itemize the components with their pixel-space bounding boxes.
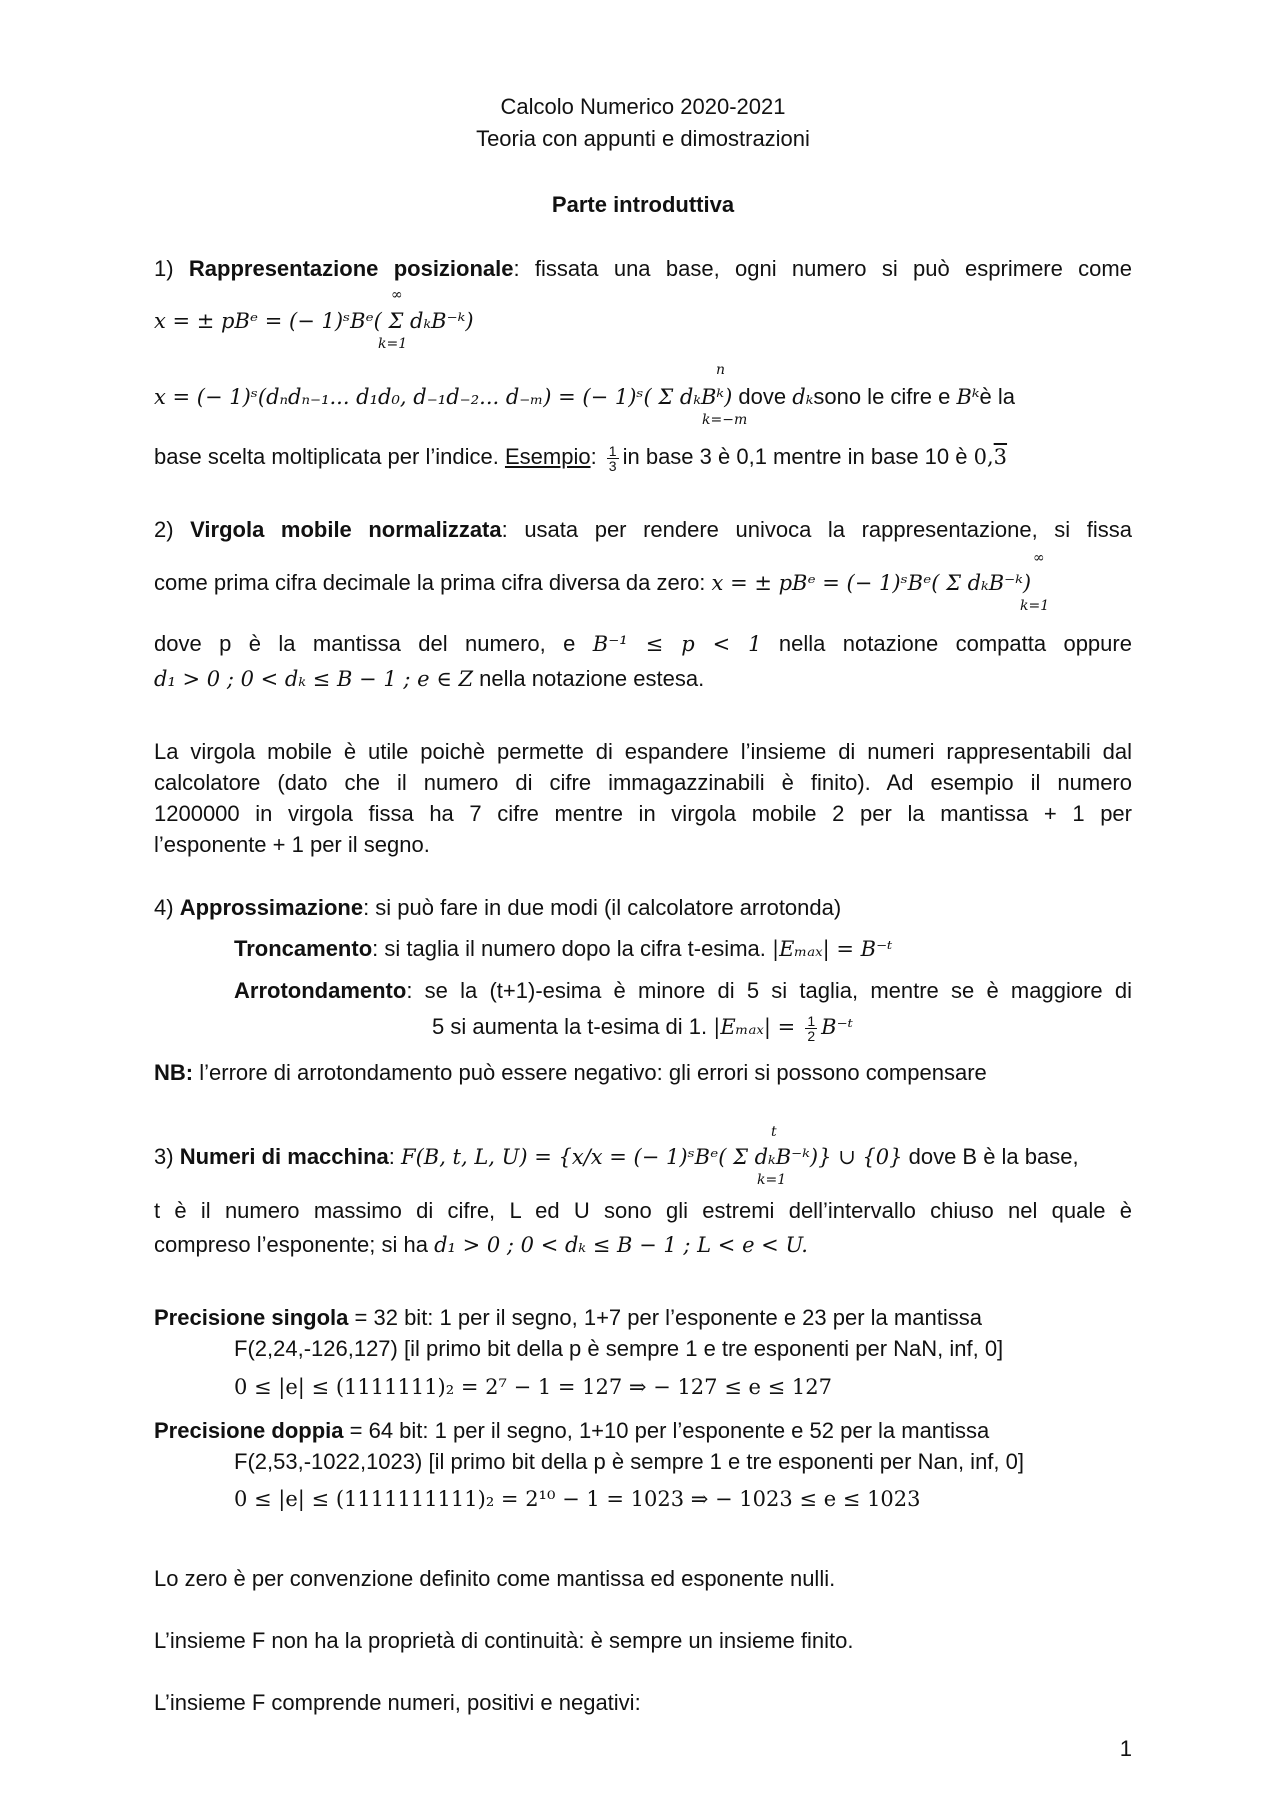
document-subtitle: Teoria con appunti e dimostrazioni	[476, 126, 810, 151]
para-line-4: l’esponente + 1 per il segno.	[154, 832, 430, 857]
s2-sum-top: ∞	[1033, 550, 1045, 566]
single-precision: Precisione singola = 32 bit: 1 per il segno, 1+7 per l’esponente e 23 per la mantissa	[154, 1305, 982, 1330]
s1-formula-2: x = (− 1)ˢ(dₙdₙ₋₁... d₁d₀, d₋₁d₋₂... d₋ₘ) = (− 1)ˢ( Σ dₖBᵏ) dove dₖsono le cifre e Bᵏè la	[154, 384, 1016, 409]
para-line-1: La virgola mobile è utile poichè permette di espandere l’insieme di numeri rappresentabili dal	[154, 739, 1132, 764]
s2-mantissa-line: dove p è la mantissa del numero, e B⁻¹ ≤ p < 1 nella notazione compatta oppure	[154, 631, 1132, 656]
s3-line-2: t è il numero massimo di cifre, L ed U sono gli estremi dell’intervallo chiuso nel quale è	[154, 1198, 1132, 1223]
s2-formula-line: come prima cifra decimale la prima cifra diversa da zero: x = ± pBᵉ = (− 1)ˢBᵉ( Σ dₖB⁻ᵏ)	[154, 570, 1032, 595]
para-line-2: calcolatore (dato che il numero di cifre immagazzinabili è finito). Ad esempio il numero	[154, 770, 1132, 795]
s1-sum-bottom: k=1	[378, 336, 408, 352]
s3-line-3: compreso l’esponente; si ha d₁ > 0 ; 0 < dₖ ≤ B − 1 ; L < e < U.	[154, 1232, 808, 1257]
double-precision-detail: F(2,53,-1022,1023) [il primo bit della p è sempre 1 e tre esponenti per Nan, inf, 0]	[234, 1449, 1024, 1474]
example-label: Esempio	[504, 444, 591, 469]
s4-term: Approssimazione	[179, 895, 364, 920]
double-precision: Precisione doppia = 64 bit: 1 per il segno, 1+10 per l’esponente e 52 per la mantissa	[154, 1418, 990, 1443]
fraction-one-half: $\frac{1}{2}$	[807, 1012, 816, 1044]
s3-sum-bottom: k=1	[757, 1172, 787, 1188]
closing-line-1: Lo zero è per convenzione definito come mantissa ed esponente nulli.	[154, 1566, 836, 1591]
s4-intro: 4) Approssimazione: si può fare in due modi (il calcolatore arrotonda)	[154, 895, 842, 920]
s2-intro: 2) Virgola mobile normalizzata: usata per rendere univoca la rappresentazione, si fissa	[154, 517, 1132, 542]
s1-example-line: base scelta moltiplicata per l’indice. Esempio: $\frac{1}{3}$ in base 3 è 0,1 mentre in base 10 è 0,3	[154, 442, 1008, 474]
document-title: Calcolo Numerico 2020-2021	[500, 94, 786, 119]
s2-term: Virgola mobile normalizzata	[190, 517, 502, 542]
s3-intro: 3) Numeri di macchina: F(B, t, L, U) = {x/x = (− 1)ˢBᵉ( Σ dₖB⁻ᵏ)} ∪ {0} dove B è la base,	[154, 1144, 1079, 1169]
s3-term: Numeri di macchina	[179, 1144, 389, 1169]
fraction-one-third: $\frac{1}{3}$	[608, 442, 617, 474]
s1-sum2-top: n	[716, 362, 726, 378]
s2-sum-bottom: k=1	[1020, 598, 1050, 614]
document-page	[154, 0, 1132, 1808]
rounding-line-2: 5 si aumenta la t-esima di 1. |Eₘₐₓ| = $\frac{1}{2}$ B⁻ᵗ	[432, 1012, 853, 1044]
double-precision-formula: 0 ≤ |e| ≤ (1111111111)₂ = 2¹⁰ − 1 = 1023 ⇒ − 1023 ≤ e ≤ 1023	[234, 1487, 921, 1511]
para-line-3: 1200000 in virgola fissa ha 7 cifre mentre in virgola mobile 2 per la mantissa + 1 per	[154, 801, 1132, 826]
single-precision-detail: F(2,24,-126,127) [il primo bit della p è sempre 1 e tre esponenti per NaN, inf, 0]	[234, 1336, 1004, 1361]
closing-line-3: L’insieme F comprende numeri, positivi e negativi:	[154, 1690, 641, 1715]
s1-formula-1: x = ± pBᵉ = (− 1)ˢBᵉ( Σ dₖB⁻ᵏ)	[154, 309, 474, 333]
single-precision-formula: 0 ≤ |e| ≤ (1111111)₂ = 2⁷ − 1 = 127 ⇒ − 127 ≤ e ≤ 127	[234, 1375, 832, 1399]
s2-extended-line: d₁ > 0 ; 0 < dₖ ≤ B − 1 ; e ∈ Z nella notazione estesa.	[154, 666, 705, 691]
truncation-line: Troncamento: si taglia il numero dopo la cifra t-esima. |Eₘₐₓ| = B⁻ᵗ	[234, 936, 893, 961]
s3-sum-top: t	[771, 1124, 777, 1140]
page-number: 1	[1119, 1736, 1132, 1761]
nb-line: NB: l’errore di arrotondamento può essere negativo: gli errori si possono compensare	[154, 1060, 987, 1085]
s1-intro: 1) Rappresentazione posizionale: fissata una base, ogni numero si può esprimere come	[154, 256, 1132, 281]
s1-term: Rappresentazione posizionale	[188, 256, 514, 281]
section-heading: Parte introduttiva	[551, 192, 735, 217]
periodic-digit: 3	[993, 445, 1008, 469]
rounding-line: Arrotondamento: se la (t+1)-esima è minore di 5 si taglia, mentre se è maggiore di	[234, 978, 1132, 1003]
s1-sum-top: ∞	[391, 287, 403, 303]
closing-line-2: L’insieme F non ha la proprietà di continuità: è sempre un insieme finito.	[154, 1628, 854, 1653]
s1-sum2-bottom: k=−m	[702, 412, 748, 428]
